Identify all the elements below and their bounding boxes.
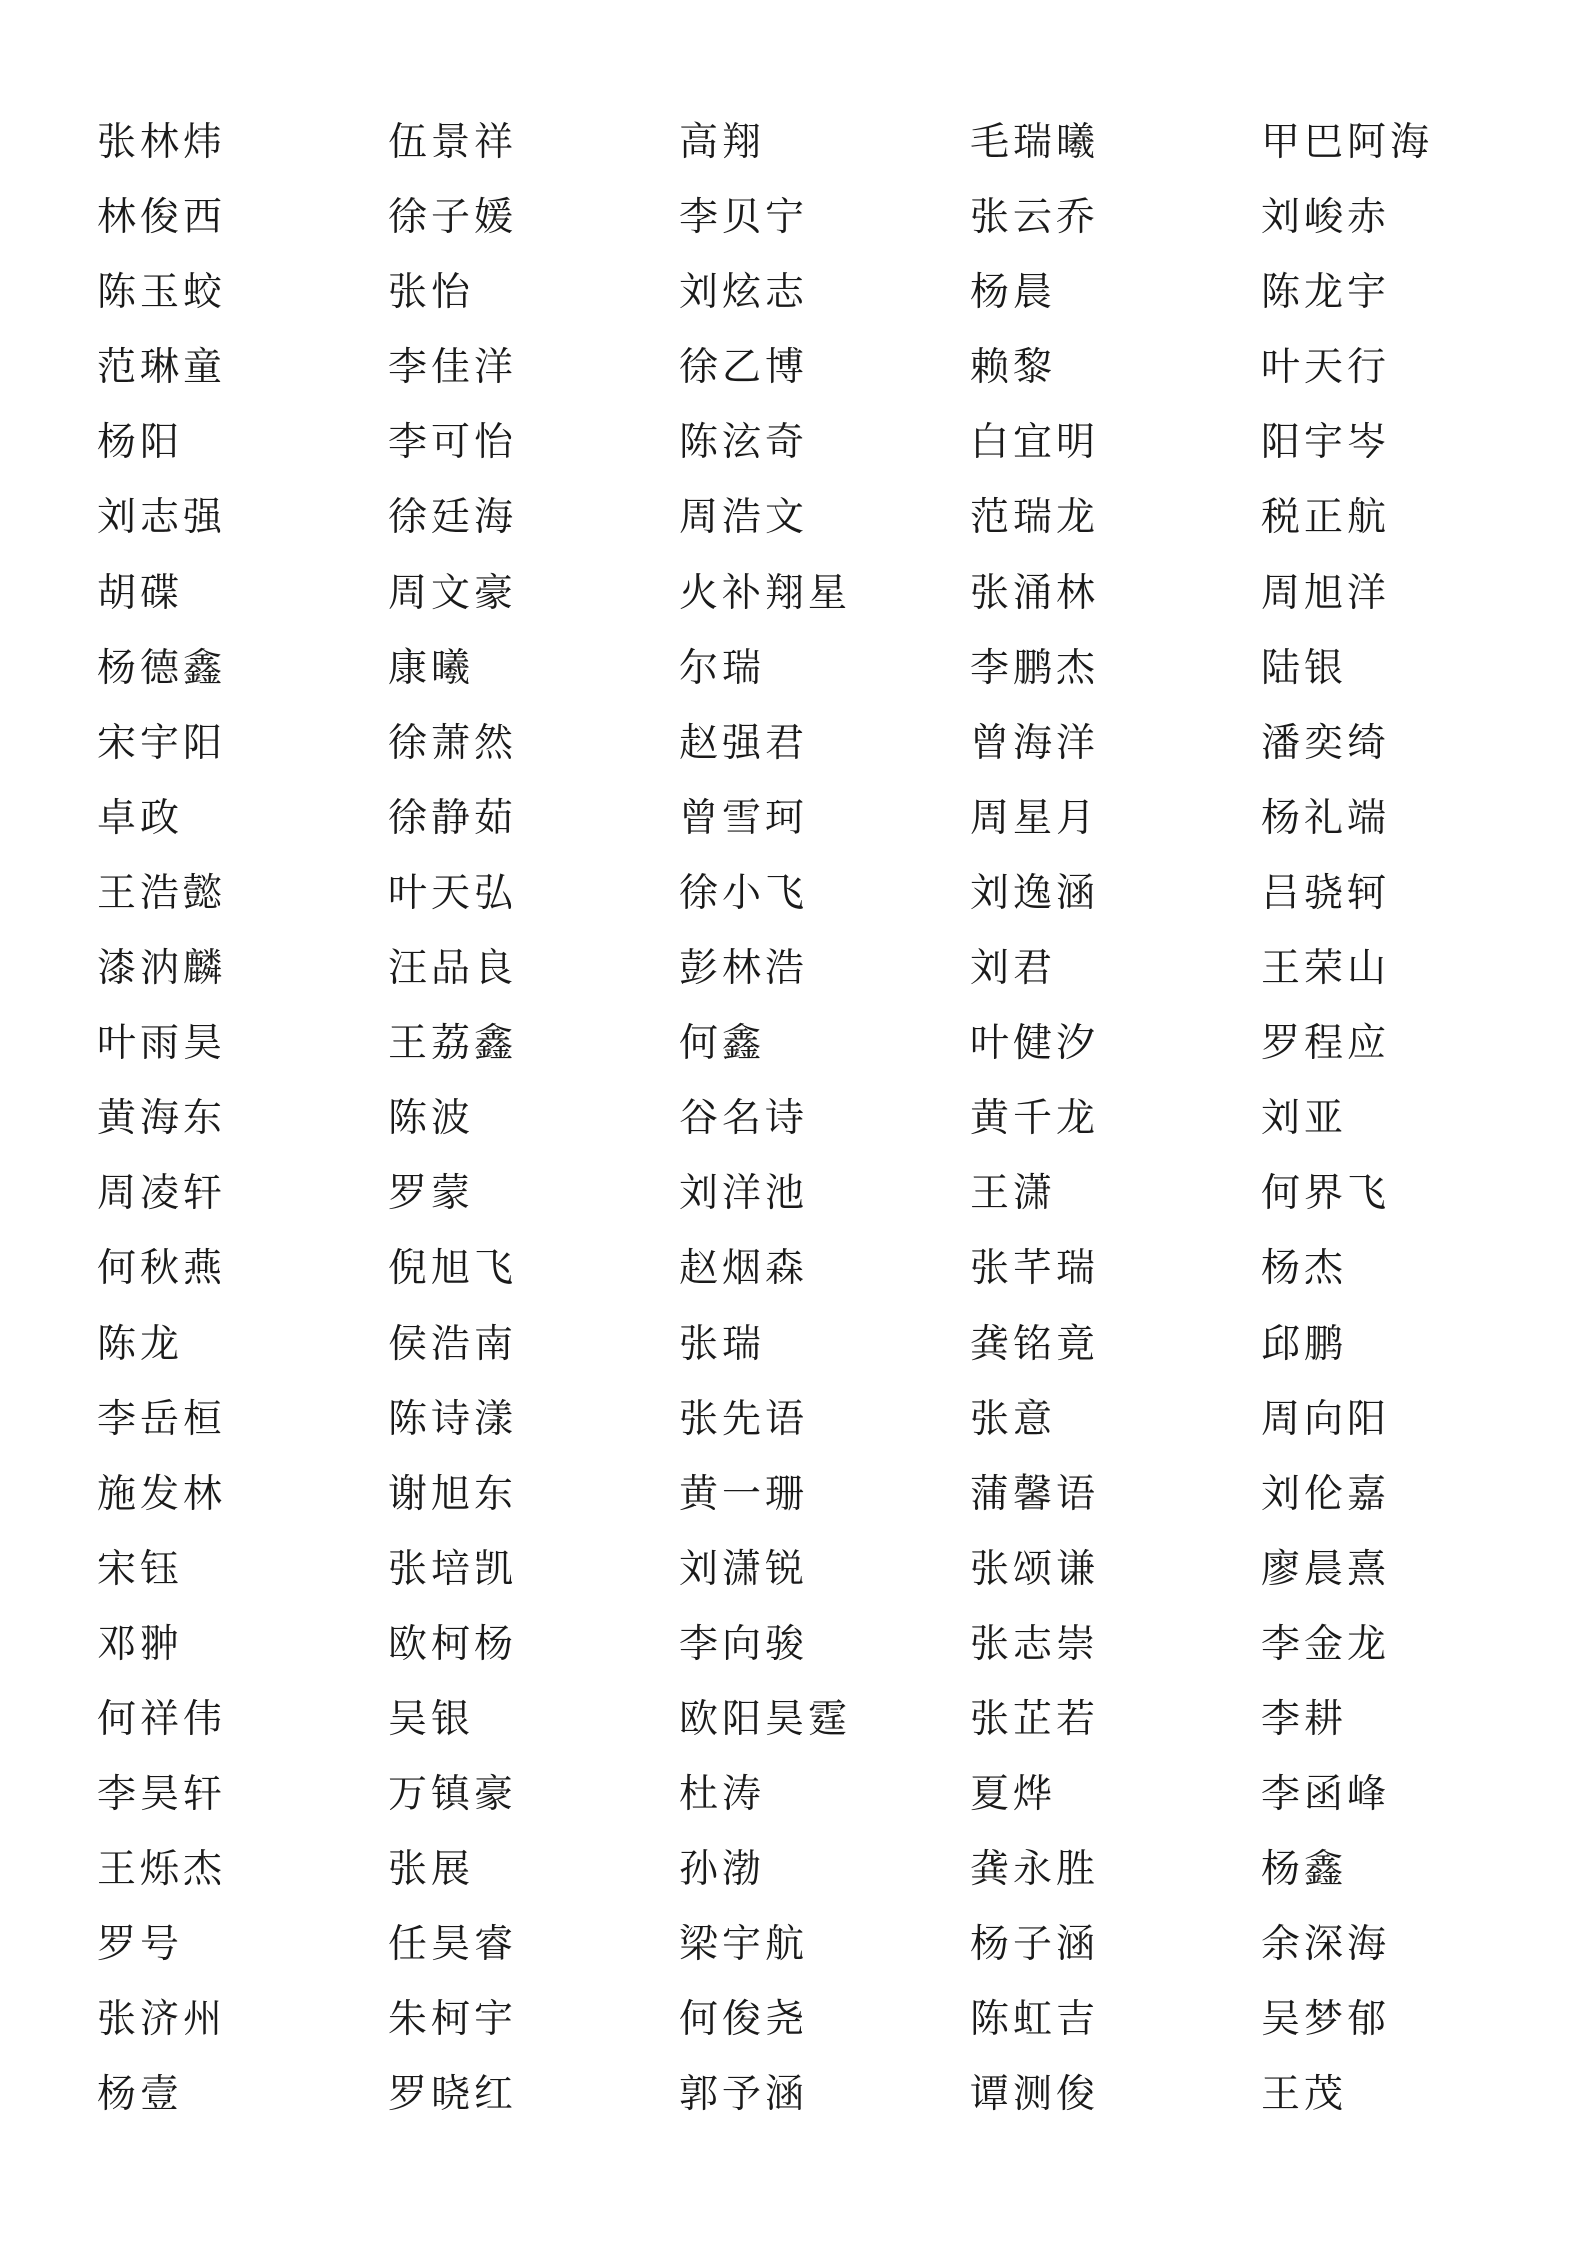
name-entry: 谷名诗	[679, 1096, 809, 1142]
name-entry: 李岳桓	[97, 1396, 227, 1442]
name-entry: 宋钰	[97, 1546, 184, 1592]
name-entry: 阳宇岑	[1261, 420, 1391, 466]
name-entry: 范琳童	[97, 345, 227, 391]
name-entry: 徐小飞	[679, 870, 809, 916]
name-entry: 廖晨熹	[1261, 1546, 1391, 1592]
name-entry: 伍景祥	[388, 120, 518, 165]
name-entry: 尔瑞	[679, 645, 766, 691]
name-entry: 刘峻赤	[1261, 195, 1391, 241]
name-entry: 赵强君	[679, 720, 809, 766]
name-entry: 黄海东	[97, 1096, 227, 1142]
name-entry: 李可怡	[388, 420, 518, 466]
name-entry: 王浩懿	[97, 870, 227, 916]
name-entry: 张先语	[679, 1396, 809, 1442]
name-entry: 曾海洋	[970, 720, 1100, 766]
name-entry: 甲巴阿海	[1261, 120, 1434, 165]
name-entry: 刘炫志	[679, 270, 809, 316]
name-entry: 朱柯宇	[388, 1997, 518, 2043]
name-entry: 周向阳	[1261, 1396, 1391, 1442]
name-entry: 高翔	[679, 120, 766, 165]
name-entry: 王茂	[1261, 2072, 1348, 2118]
name-entry: 张芷若	[970, 1696, 1100, 1742]
name-entry: 杨鑫	[1261, 1847, 1348, 1893]
name-entry: 周浩文	[679, 495, 809, 541]
name-entry: 潘奕绮	[1261, 720, 1391, 766]
name-entry: 漆汭麟	[97, 946, 227, 992]
name-entry: 欧柯杨	[388, 1621, 518, 1667]
name-entry: 徐廷海	[388, 495, 518, 541]
name-entry: 周旭洋	[1261, 570, 1391, 616]
name-entry: 杨晨	[970, 270, 1057, 316]
name-entry: 杨阳	[97, 420, 184, 466]
name-entry: 罗蒙	[388, 1171, 475, 1217]
name-entry: 徐静茹	[388, 795, 518, 841]
name-entry: 张济州	[97, 1997, 227, 2043]
name-entry: 吕骁轲	[1261, 870, 1391, 916]
name-entry: 李函峰	[1261, 1772, 1391, 1818]
name-entry: 张颂谦	[970, 1546, 1100, 1592]
name-entry: 刘亚	[1261, 1096, 1348, 1142]
name-entry: 王荣山	[1261, 946, 1391, 992]
name-entry: 周凌轩	[97, 1171, 227, 1217]
name-entry: 何祥伟	[97, 1696, 227, 1742]
name-entry: 张云乔	[970, 195, 1100, 241]
name-entry: 张展	[388, 1847, 475, 1893]
name-entry: 李鹏杰	[970, 645, 1100, 691]
name-entry: 叶天弘	[388, 870, 518, 916]
name-entry: 吴银	[388, 1696, 475, 1742]
name-entry: 范瑞龙	[970, 495, 1100, 541]
name-entry: 张志崇	[970, 1621, 1100, 1667]
name-entry: 吴梦郁	[1261, 1997, 1391, 2043]
name-entry: 叶健汐	[970, 1021, 1100, 1067]
name-entry: 杨礼端	[1261, 795, 1391, 841]
name-entry: 罗程应	[1261, 1021, 1391, 1067]
name-entry: 何俊尧	[679, 1997, 809, 2043]
name-entry: 陈虹吉	[970, 1997, 1100, 2043]
name-entry: 卓政	[97, 795, 184, 841]
name-entry: 陈诗漾	[388, 1396, 518, 1442]
name-entry: 赖黎	[970, 345, 1057, 391]
name-entry: 郭予涵	[679, 2072, 809, 2118]
name-entry: 张怡	[388, 270, 475, 316]
name-entry: 税正航	[1261, 495, 1391, 541]
name-entry: 杨壹	[97, 2072, 184, 2118]
name-entry: 谢旭东	[388, 1471, 518, 1517]
name-entry: 周星月	[970, 795, 1100, 841]
name-entry: 李耕	[1261, 1696, 1348, 1742]
name-entry: 汪品良	[388, 946, 518, 992]
name-entry: 刘潇锐	[679, 1546, 809, 1592]
name-entry: 徐子媛	[388, 195, 518, 241]
name-entry: 王荔鑫	[388, 1021, 518, 1067]
name-entry: 李佳洋	[388, 345, 518, 391]
name-entry: 火补翔星	[679, 570, 852, 616]
name-entry: 欧阳昊霆	[679, 1696, 852, 1742]
name-entry: 徐萧然	[388, 720, 518, 766]
name-entry: 叶天行	[1261, 345, 1391, 391]
name-entry: 张涌林	[970, 570, 1100, 616]
name-entry: 陈泫奇	[679, 420, 809, 466]
name-entry: 何鑫	[679, 1021, 766, 1067]
name-entry: 叶雨昊	[97, 1021, 227, 1067]
name-entry: 彭林浩	[679, 946, 809, 992]
name-entry: 宋宇阳	[97, 720, 227, 766]
name-entry: 胡碟	[97, 570, 184, 616]
name-entry: 陈波	[388, 1096, 475, 1142]
name-entry: 陈龙	[97, 1321, 184, 1367]
name-entry: 龚铭竟	[970, 1321, 1100, 1367]
name-entry: 施发林	[97, 1471, 227, 1517]
name-entry: 杨子涵	[970, 1922, 1100, 1968]
name-entry: 张瑞	[679, 1321, 766, 1367]
name-entry: 黄千龙	[970, 1096, 1100, 1142]
name-entry: 王潇	[970, 1171, 1057, 1217]
name-entry: 林俊西	[97, 195, 227, 241]
name-entry: 王烁杰	[97, 1847, 227, 1893]
name-entry: 蒲馨语	[970, 1471, 1100, 1517]
name-entry: 侯浩南	[388, 1321, 518, 1367]
name-entry: 刘君	[970, 946, 1057, 992]
name-entry: 万镇豪	[388, 1772, 518, 1818]
name-entry: 刘伦嘉	[1261, 1471, 1391, 1517]
name-entry: 罗号	[97, 1922, 184, 1968]
name-entry: 曾雪珂	[679, 795, 809, 841]
name-entry: 何界飞	[1261, 1171, 1391, 1217]
name-entry: 黄一珊	[679, 1471, 809, 1517]
name-entry: 刘志强	[97, 495, 227, 541]
name-entry: 杨杰	[1261, 1246, 1348, 1292]
name-entry: 罗晓红	[388, 2072, 518, 2118]
name-entry: 李金龙	[1261, 1621, 1391, 1667]
name-entry: 杨德鑫	[97, 645, 227, 691]
name-entry: 毛瑞曦	[970, 120, 1100, 165]
name-entry: 龚永胜	[970, 1847, 1100, 1893]
name-entry: 倪旭飞	[388, 1246, 518, 1292]
name-entry: 张意	[970, 1396, 1057, 1442]
name-entry: 邓翀	[97, 1621, 184, 1667]
name-entry: 何秋燕	[97, 1246, 227, 1292]
name-entry: 赵烟森	[679, 1246, 809, 1292]
name-entry: 张芊瑞	[970, 1246, 1100, 1292]
name-entry: 李昊轩	[97, 1772, 227, 1818]
name-entry: 余深海	[1261, 1922, 1391, 1968]
name-entry: 张林炜	[97, 120, 227, 165]
name-list-grid	[97, 105, 1557, 2133]
name-entry: 李贝宁	[679, 195, 809, 241]
name-entry: 梁宇航	[679, 1922, 809, 1968]
name-entry: 邱鹏	[1261, 1321, 1348, 1367]
name-entry: 刘逸涵	[970, 870, 1100, 916]
name-entry: 周文豪	[388, 570, 518, 616]
name-entry: 白宜明	[970, 420, 1100, 466]
name-entry: 刘洋池	[679, 1171, 809, 1217]
name-entry: 任昊睿	[388, 1922, 518, 1968]
name-entry: 夏烨	[970, 1772, 1057, 1818]
name-entry: 徐乙博	[679, 345, 809, 391]
name-entry: 谭测俊	[970, 2072, 1100, 2118]
name-entry: 李向骏	[679, 1621, 809, 1667]
name-entry: 杜涛	[679, 1772, 766, 1818]
name-entry: 孙渤	[679, 1847, 766, 1893]
name-entry: 康曦	[388, 645, 475, 691]
name-entry: 陈玉蛟	[97, 270, 227, 316]
name-entry: 张培凯	[388, 1546, 518, 1592]
name-entry: 陈龙宇	[1261, 270, 1391, 316]
name-entry: 陆银	[1261, 645, 1348, 691]
